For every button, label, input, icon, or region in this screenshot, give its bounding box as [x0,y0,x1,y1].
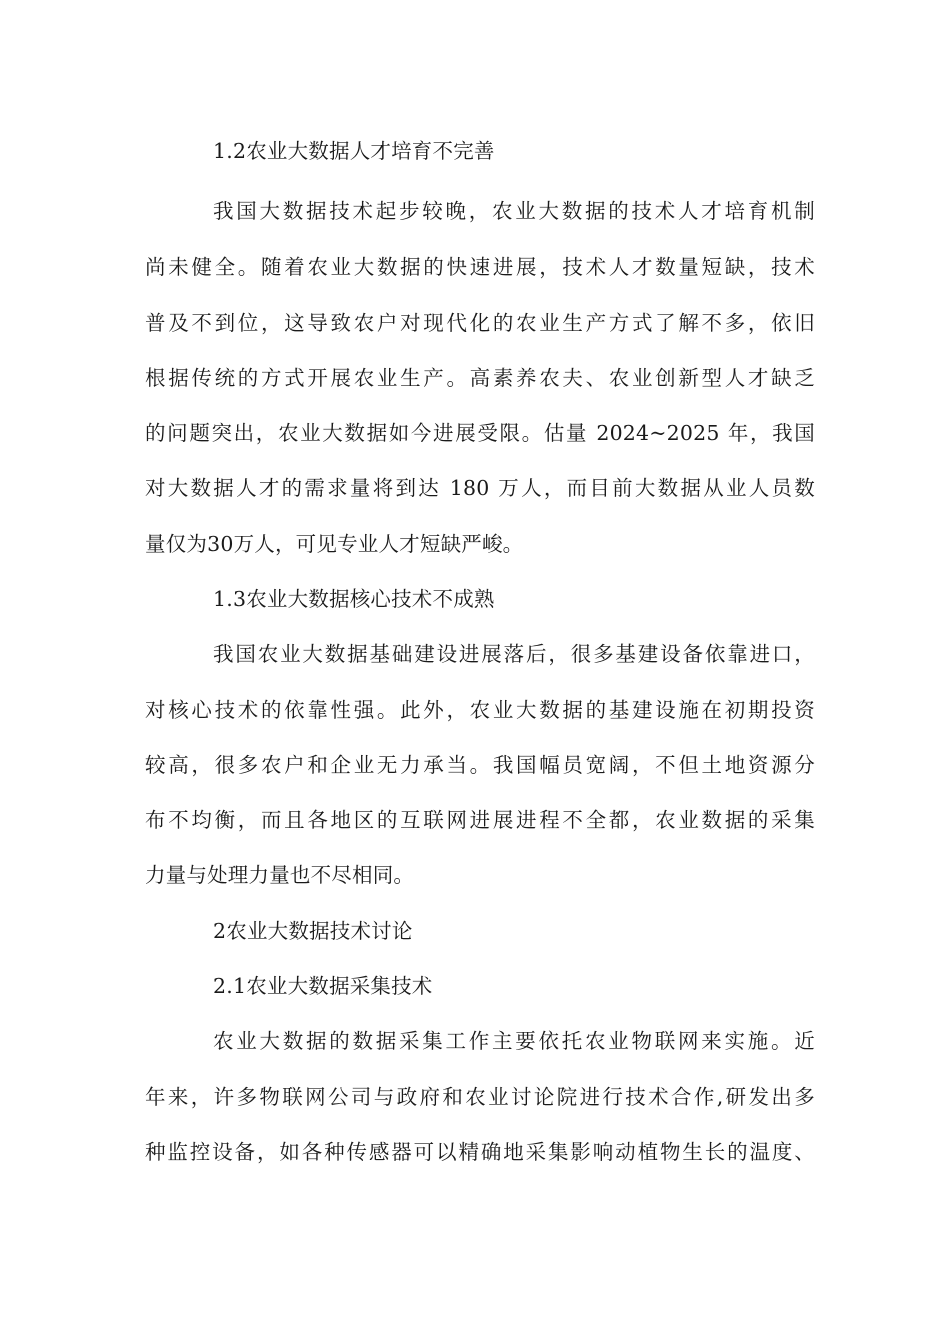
paragraph-line: 尚未健全。随着农业大数据的快速进展，技术人才数量短缺，技术 [145,255,815,279]
paragraph-line: 对核心技术的依靠性强。此外，农业大数据的基建设施在初期投资 [145,698,815,722]
paragraph-line: 力量与处理力量也不尽相同。 [145,863,415,887]
paragraph-line: 布不均衡，而且各地区的互联网进展进程不全都，农业数据的采集 [145,808,815,832]
paragraph-line: 我国大数据技术起步较晚，农业大数据的技术人才培育机制 [213,199,815,223]
section-heading-1-3: 1.3农业大数据核心技术不成熟 [213,587,495,611]
section-heading-2: 2农业大数据技术讨论 [213,919,413,943]
paragraph-line: 我国农业大数据基础建设进展落后，很多基建设备依靠进口， [213,642,815,666]
section-heading-1-2: 1.2农业大数据人才培育不完善 [213,139,495,163]
paragraph-line: 对大数据人才的需求量将到达 180 万人，而目前大数据从业人员数 [145,476,815,500]
paragraph-line: 的问题突出，农业大数据如今进展受限。估量 2024~2025 年，我国 [145,421,815,445]
paragraph-line: 较高，很多农户和企业无力承当。我国幅员宽阔，不但土地资源分 [145,753,815,777]
paragraph-line: 普及不到位，这导致农户对现代化的农业生产方式了解不多，依旧 [145,311,815,335]
paragraph-line: 量仅为30万人，可见专业人才短缺严峻。 [145,532,524,556]
paragraph-line: 种监控设备，如各种传感器可以精确地采集影响动植物生长的温度、 [145,1140,815,1164]
paragraph-line: 根据传统的方式开展农业生产。高素养农夫、农业创新型人才缺乏 [145,366,815,390]
section-heading-2-1: 2.1农业大数据采集技术 [213,974,433,998]
paragraph-line: 农业大数据的数据采集工作主要依托农业物联网来实施。近 [213,1029,815,1053]
paragraph-line: 年来，许多物联网公司与政府和农业讨论院进行技术合作,研发出多 [145,1085,815,1109]
